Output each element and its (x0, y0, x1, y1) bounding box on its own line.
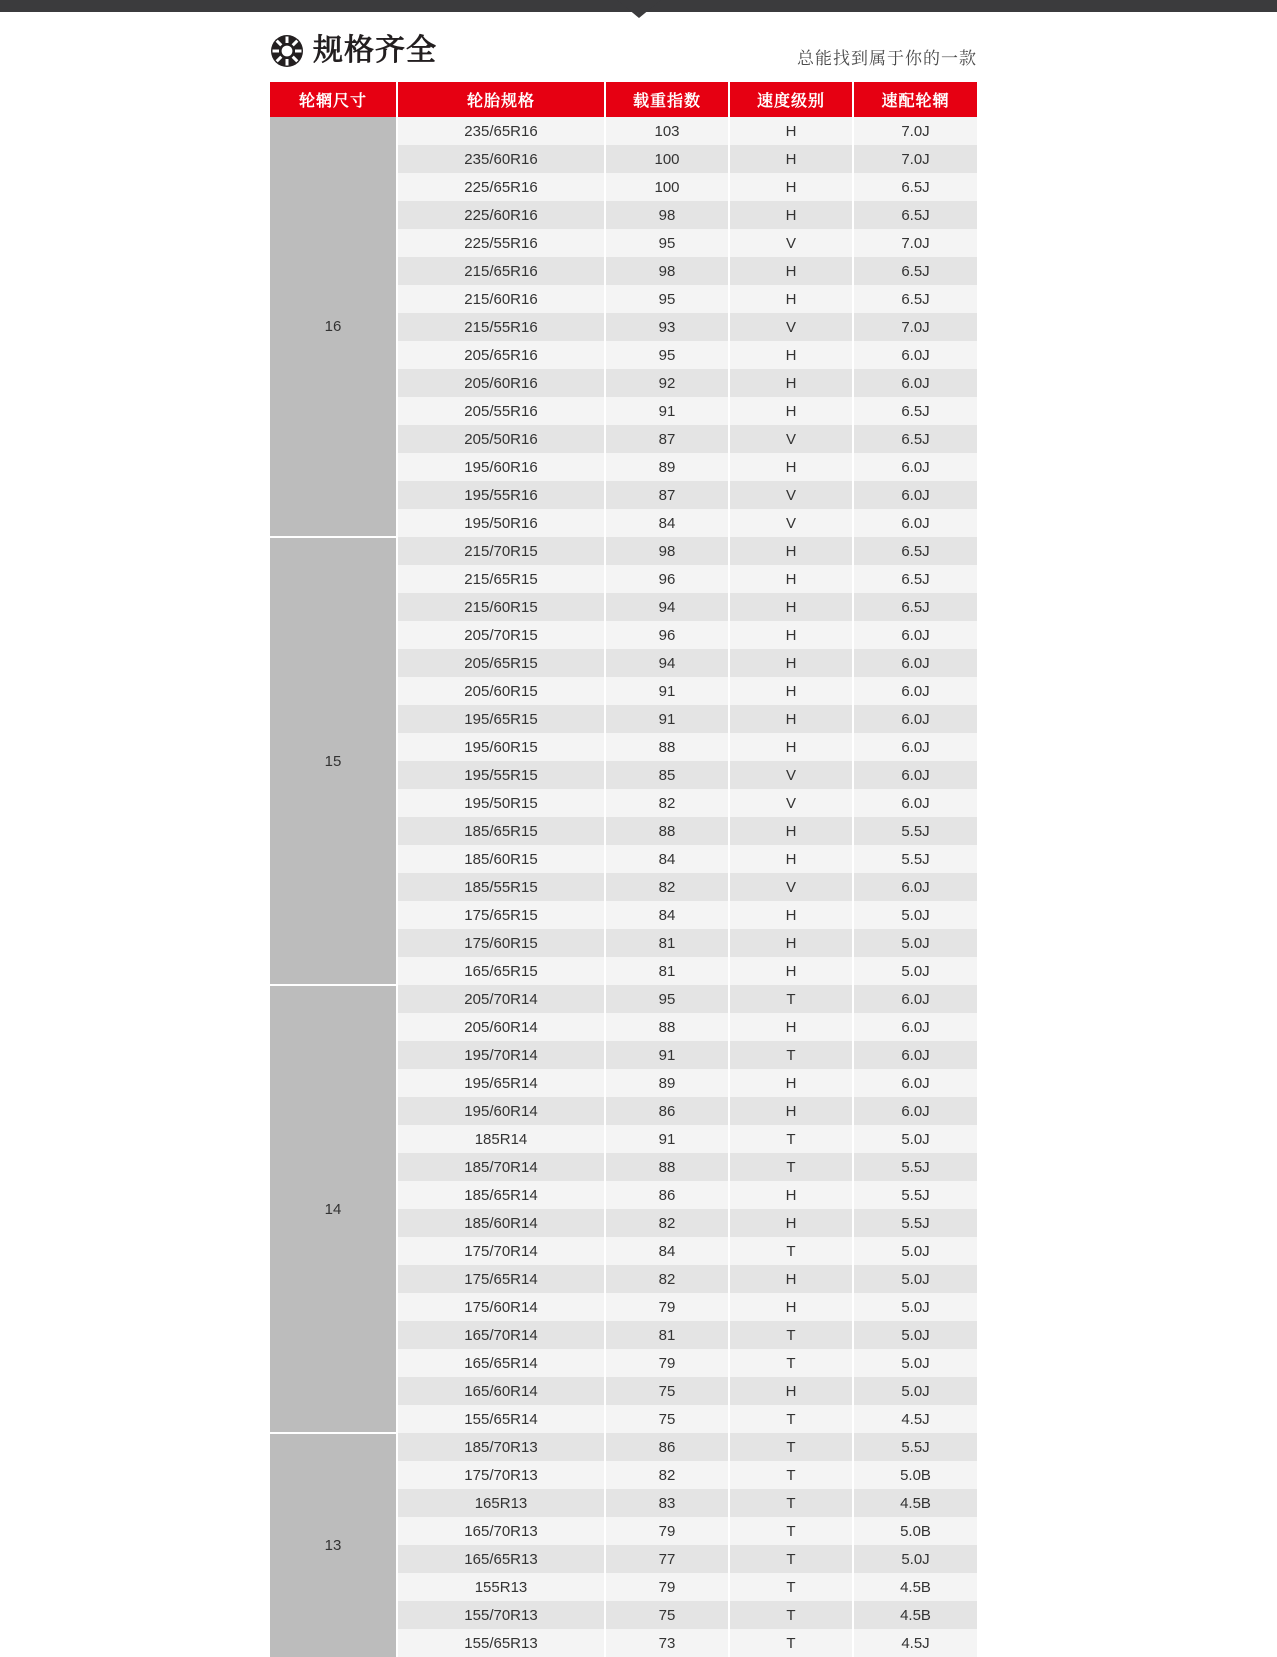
speed-rating-cell: T (729, 1517, 853, 1545)
table-body (270, 117, 977, 1657)
load-index-cell: 79 (605, 1349, 729, 1377)
speed-rating-cell: T (729, 1405, 853, 1433)
matching-rim-cell: 6.5J (853, 593, 977, 621)
tire-spec-cell: 205/60R15 (397, 677, 605, 705)
tire-spec-cell: 155/70R13 (397, 1601, 605, 1629)
speed-rating-cell: H (729, 705, 853, 733)
rim-size-group-cell: 16 (270, 117, 397, 537)
matching-rim-cell: 6.5J (853, 257, 977, 285)
load-index-cell: 79 (605, 1573, 729, 1601)
speed-rating-cell: T (729, 1349, 853, 1377)
tire-spec-cell: 165/70R13 (397, 1517, 605, 1545)
page-header (0, 12, 1277, 74)
load-index-cell: 94 (605, 649, 729, 677)
tire-spec-cell: 195/50R15 (397, 789, 605, 817)
matching-rim-cell: 5.0J (853, 1265, 977, 1293)
load-index-cell: 73 (605, 1629, 729, 1657)
load-index-cell: 91 (605, 397, 729, 425)
matching-rim-cell: 5.0J (853, 1321, 977, 1349)
matching-rim-cell: 6.0J (853, 677, 977, 705)
tire-spec-cell: 185R14 (397, 1125, 605, 1153)
matching-rim-cell: 6.5J (853, 201, 977, 229)
speed-rating-cell: H (729, 677, 853, 705)
tire-spec-cell: 195/55R15 (397, 761, 605, 789)
speed-rating-cell: V (729, 313, 853, 341)
table-row (270, 117, 977, 145)
load-index-cell: 84 (605, 901, 729, 929)
matching-rim-cell: 6.0J (853, 369, 977, 397)
tire-spec-cell: 195/50R16 (397, 509, 605, 537)
table-header (270, 82, 977, 117)
tire-spec-cell: 175/65R15 (397, 901, 605, 929)
tire-spec-cell: 225/55R16 (397, 229, 605, 257)
tire-spec-cell: 155/65R13 (397, 1629, 605, 1657)
load-index-cell: 95 (605, 229, 729, 257)
load-index-cell: 86 (605, 1433, 729, 1461)
speed-rating-cell: H (729, 369, 853, 397)
matching-rim-cell: 5.5J (853, 1209, 977, 1237)
tire-spec-cell: 165/65R15 (397, 957, 605, 985)
matching-rim-cell: 6.0J (853, 453, 977, 481)
tire-spec-cell: 195/60R14 (397, 1097, 605, 1125)
matching-rim-cell: 6.5J (853, 565, 977, 593)
tire-spec-cell: 185/60R14 (397, 1209, 605, 1237)
load-index-cell: 86 (605, 1097, 729, 1125)
speed-rating-cell: V (729, 481, 853, 509)
load-index-cell: 79 (605, 1517, 729, 1545)
matching-rim-cell: 5.5J (853, 845, 977, 873)
speed-rating-cell: H (729, 537, 853, 565)
load-index-cell: 98 (605, 537, 729, 565)
tire-spec-cell: 175/60R15 (397, 929, 605, 957)
tire-spec-cell: 205/55R16 (397, 397, 605, 425)
matching-rim-cell: 5.0J (853, 957, 977, 985)
tire-spec-cell: 175/70R13 (397, 1461, 605, 1489)
tire-spec-cell: 185/55R15 (397, 873, 605, 901)
matching-rim-cell: 4.5B (853, 1489, 977, 1517)
matching-rim-cell: 5.0J (853, 929, 977, 957)
load-index-cell: 88 (605, 733, 729, 761)
matching-rim-cell: 6.0J (853, 705, 977, 733)
matching-rim-cell: 6.0J (853, 1069, 977, 1097)
table-header-row (270, 82, 977, 117)
matching-rim-cell: 5.0B (853, 1461, 977, 1489)
page-title: 规格齐全 (313, 34, 437, 67)
tire-spec-cell: 205/50R16 (397, 425, 605, 453)
tire-spec-cell: 175/70R14 (397, 1237, 605, 1265)
tire-spec-cell: 185/70R13 (397, 1433, 605, 1461)
speed-rating-cell: V (729, 873, 853, 901)
matching-rim-cell: 6.0J (853, 1041, 977, 1069)
tire-spec-cell: 175/65R14 (397, 1265, 605, 1293)
speed-rating-cell: H (729, 1209, 853, 1237)
tire-spec-cell: 235/60R16 (397, 145, 605, 173)
load-index-cell: 98 (605, 257, 729, 285)
load-index-cell: 82 (605, 873, 729, 901)
speed-rating-cell: H (729, 145, 853, 173)
load-index-cell: 89 (605, 453, 729, 481)
matching-rim-cell: 5.0J (853, 1377, 977, 1405)
load-index-cell: 96 (605, 621, 729, 649)
matching-rim-cell: 7.0J (853, 117, 977, 145)
speed-rating-cell: H (729, 593, 853, 621)
tire-spec-cell: 215/70R15 (397, 537, 605, 565)
load-index-cell: 91 (605, 1125, 729, 1153)
page-subtitle: 总能找到属于你的一款 (797, 49, 977, 68)
load-index-cell: 88 (605, 1153, 729, 1181)
matching-rim-cell: 5.0J (853, 1293, 977, 1321)
tire-spec-cell: 165/65R14 (397, 1349, 605, 1377)
matching-rim-cell: 5.5J (853, 1153, 977, 1181)
matching-rim-cell: 5.5J (853, 1181, 977, 1209)
speed-rating-cell: H (729, 341, 853, 369)
speed-rating-cell: H (729, 1097, 853, 1125)
matching-rim-cell: 5.0J (853, 1545, 977, 1573)
col-header-speed-rating: 速度级别 (729, 82, 853, 117)
load-index-cell: 96 (605, 565, 729, 593)
speed-rating-cell: H (729, 1293, 853, 1321)
load-index-cell: 95 (605, 285, 729, 313)
tire-spec-cell: 175/60R14 (397, 1293, 605, 1321)
load-index-cell: 75 (605, 1601, 729, 1629)
matching-rim-cell: 5.0J (853, 1349, 977, 1377)
speed-rating-cell: H (729, 817, 853, 845)
matching-rim-cell: 6.0J (853, 341, 977, 369)
tire-spec-cell: 155R13 (397, 1573, 605, 1601)
speed-rating-cell: H (729, 929, 853, 957)
matching-rim-cell: 6.0J (853, 621, 977, 649)
load-index-cell: 91 (605, 1041, 729, 1069)
matching-rim-cell: 4.5B (853, 1573, 977, 1601)
matching-rim-cell: 5.5J (853, 817, 977, 845)
tire-spec-cell: 215/55R16 (397, 313, 605, 341)
load-index-cell: 82 (605, 789, 729, 817)
load-index-cell: 94 (605, 593, 729, 621)
load-index-cell: 95 (605, 985, 729, 1013)
speed-rating-cell: V (729, 229, 853, 257)
wheel-icon (270, 34, 304, 68)
matching-rim-cell: 6.0J (853, 985, 977, 1013)
tire-spec-cell: 195/65R14 (397, 1069, 605, 1097)
load-index-cell: 100 (605, 173, 729, 201)
load-index-cell: 82 (605, 1209, 729, 1237)
matching-rim-cell: 6.5J (853, 397, 977, 425)
matching-rim-cell: 5.0J (853, 1125, 977, 1153)
load-index-cell: 81 (605, 957, 729, 985)
tire-spec-cell: 205/70R15 (397, 621, 605, 649)
speed-rating-cell: T (729, 1573, 853, 1601)
load-index-cell: 84 (605, 845, 729, 873)
col-header-matching-rim: 速配轮辋 (853, 82, 977, 117)
load-index-cell: 82 (605, 1265, 729, 1293)
matching-rim-cell: 6.5J (853, 537, 977, 565)
tire-spec-cell: 235/65R16 (397, 117, 605, 145)
tire-spec-cell: 165/60R14 (397, 1377, 605, 1405)
speed-rating-cell: H (729, 1013, 853, 1041)
matching-rim-cell: 7.0J (853, 313, 977, 341)
load-index-cell: 84 (605, 1237, 729, 1265)
load-index-cell: 79 (605, 1293, 729, 1321)
tire-spec-cell: 185/70R14 (397, 1153, 605, 1181)
matching-rim-cell: 6.0J (853, 733, 977, 761)
matching-rim-cell: 6.0J (853, 789, 977, 817)
tire-spec-cell: 205/65R16 (397, 341, 605, 369)
matching-rim-cell: 5.0J (853, 1237, 977, 1265)
tire-spec-cell: 185/60R15 (397, 845, 605, 873)
speed-rating-cell: H (729, 1069, 853, 1097)
tire-spec-cell: 185/65R14 (397, 1181, 605, 1209)
speed-rating-cell: T (729, 1433, 853, 1461)
speed-rating-cell: H (729, 453, 853, 481)
load-index-cell: 83 (605, 1489, 729, 1517)
load-index-cell: 88 (605, 1013, 729, 1041)
tire-spec-cell: 225/60R16 (397, 201, 605, 229)
speed-rating-cell: T (729, 1153, 853, 1181)
load-index-cell: 75 (605, 1405, 729, 1433)
matching-rim-cell: 6.0J (853, 509, 977, 537)
tire-spec-cell: 205/60R14 (397, 1013, 605, 1041)
tire-spec-table (270, 82, 977, 1657)
speed-rating-cell: T (729, 1321, 853, 1349)
matching-rim-cell: 6.0J (853, 761, 977, 789)
load-index-cell: 75 (605, 1377, 729, 1405)
tire-spec-cell: 205/60R16 (397, 369, 605, 397)
rim-size-group-cell: 13 (270, 1433, 397, 1657)
speed-rating-cell: H (729, 649, 853, 677)
top-decoration-bar (0, 0, 1277, 12)
tire-spec-cell: 195/60R15 (397, 733, 605, 761)
load-index-cell: 91 (605, 677, 729, 705)
speed-rating-cell: T (729, 1629, 853, 1657)
speed-rating-cell: H (729, 257, 853, 285)
tire-spec-cell: 195/60R16 (397, 453, 605, 481)
matching-rim-cell: 7.0J (853, 229, 977, 257)
matching-rim-cell: 5.5J (853, 1433, 977, 1461)
matching-rim-cell: 6.0J (853, 481, 977, 509)
tire-spec-cell: 215/60R15 (397, 593, 605, 621)
speed-rating-cell: H (729, 1265, 853, 1293)
matching-rim-cell: 6.0J (853, 649, 977, 677)
tire-spec-cell: 225/65R16 (397, 173, 605, 201)
speed-rating-cell: T (729, 1601, 853, 1629)
load-index-cell: 81 (605, 1321, 729, 1349)
rim-size-group-cell: 15 (270, 537, 397, 985)
tire-spec-cell: 165/70R14 (397, 1321, 605, 1349)
speed-rating-cell: H (729, 285, 853, 313)
load-index-cell: 86 (605, 1181, 729, 1209)
speed-rating-cell: H (729, 957, 853, 985)
title-group (270, 34, 437, 68)
speed-rating-cell: V (729, 509, 853, 537)
speed-rating-cell: H (729, 1181, 853, 1209)
load-index-cell: 87 (605, 425, 729, 453)
matching-rim-cell: 6.0J (853, 873, 977, 901)
tire-spec-cell: 195/55R16 (397, 481, 605, 509)
tire-spec-cell: 215/60R16 (397, 285, 605, 313)
load-index-cell: 92 (605, 369, 729, 397)
col-header-tire-spec: 轮胎规格 (397, 82, 605, 117)
load-index-cell: 88 (605, 817, 729, 845)
rim-size-group-cell: 14 (270, 985, 397, 1433)
load-index-cell: 81 (605, 929, 729, 957)
matching-rim-cell: 5.0B (853, 1517, 977, 1545)
load-index-cell: 84 (605, 509, 729, 537)
load-index-cell: 103 (605, 117, 729, 145)
matching-rim-cell: 7.0J (853, 145, 977, 173)
load-index-cell: 98 (605, 201, 729, 229)
speed-rating-cell: H (729, 565, 853, 593)
tire-spec-cell: 165/65R13 (397, 1545, 605, 1573)
speed-rating-cell: H (729, 845, 853, 873)
matching-rim-cell: 5.0J (853, 901, 977, 929)
tire-spec-cell: 205/70R14 (397, 985, 605, 1013)
tire-spec-cell: 155/65R14 (397, 1405, 605, 1433)
load-index-cell: 95 (605, 341, 729, 369)
table-row (270, 537, 977, 565)
speed-rating-cell: H (729, 621, 853, 649)
speed-rating-cell: T (729, 1489, 853, 1517)
tire-spec-cell: 165R13 (397, 1489, 605, 1517)
speed-rating-cell: V (729, 761, 853, 789)
load-index-cell: 87 (605, 481, 729, 509)
speed-rating-cell: H (729, 733, 853, 761)
speed-rating-cell: H (729, 1377, 853, 1405)
load-index-cell: 93 (605, 313, 729, 341)
speed-rating-cell: H (729, 173, 853, 201)
col-header-rim-size: 轮辋尺寸 (270, 82, 397, 117)
matching-rim-cell: 6.5J (853, 173, 977, 201)
speed-rating-cell: T (729, 1041, 853, 1069)
load-index-cell: 82 (605, 1461, 729, 1489)
matching-rim-cell: 4.5B (853, 1601, 977, 1629)
tire-spec-cell: 205/65R15 (397, 649, 605, 677)
tire-spec-cell: 195/70R14 (397, 1041, 605, 1069)
matching-rim-cell: 6.0J (853, 1097, 977, 1125)
tire-spec-cell: 195/65R15 (397, 705, 605, 733)
load-index-cell: 89 (605, 1069, 729, 1097)
matching-rim-cell: 6.0J (853, 1013, 977, 1041)
tire-spec-cell: 185/65R15 (397, 817, 605, 845)
speed-rating-cell: H (729, 397, 853, 425)
speed-rating-cell: T (729, 1125, 853, 1153)
load-index-cell: 77 (605, 1545, 729, 1573)
speed-rating-cell: H (729, 117, 853, 145)
speed-rating-cell: H (729, 901, 853, 929)
speed-rating-cell: V (729, 789, 853, 817)
speed-rating-cell: T (729, 985, 853, 1013)
speed-rating-cell: H (729, 201, 853, 229)
tire-spec-cell: 215/65R16 (397, 257, 605, 285)
load-index-cell: 91 (605, 705, 729, 733)
speed-rating-cell: V (729, 425, 853, 453)
table-row (270, 985, 977, 1013)
load-index-cell: 85 (605, 761, 729, 789)
speed-rating-cell: T (729, 1545, 853, 1573)
speed-rating-cell: T (729, 1461, 853, 1489)
col-header-load-index: 载重指数 (605, 82, 729, 117)
matching-rim-cell: 4.5J (853, 1629, 977, 1657)
matching-rim-cell: 6.5J (853, 285, 977, 313)
matching-rim-cell: 4.5J (853, 1405, 977, 1433)
table-row (270, 1433, 977, 1461)
speed-rating-cell: T (729, 1237, 853, 1265)
matching-rim-cell: 6.5J (853, 425, 977, 453)
load-index-cell: 100 (605, 145, 729, 173)
tire-spec-cell: 215/65R15 (397, 565, 605, 593)
